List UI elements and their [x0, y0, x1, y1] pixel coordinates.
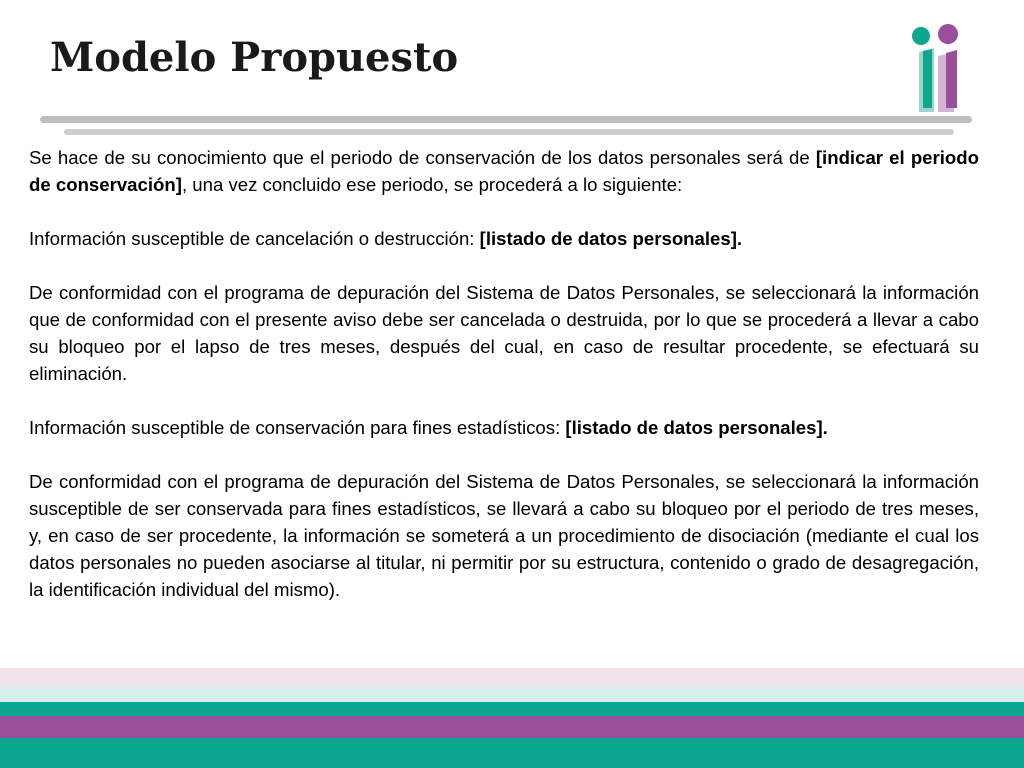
- footer-stripe-light-teal: [0, 686, 1024, 702]
- paragraph-cancellation-info: Información susceptible de cancelación o destrucción: [listado de datos personales].: [29, 228, 743, 249]
- placeholder-personal-data-list: [listado de datos personales].: [565, 417, 828, 438]
- placeholder-conservation-period: [indicar el periodo de conservación]: [29, 147, 979, 195]
- placeholder-personal-data-list: [listado de datos personales].: [479, 228, 743, 249]
- title-divider-bottom: [64, 129, 954, 135]
- slide-body: [29, 144, 979, 630]
- title-divider-top: [40, 116, 972, 123]
- paragraph-conservation-period: Se hace de su conocimiento que el periodo de conservación de los datos personales será de [indicar el periodo de conservación], una vez concluido ese periodo, se procederá a lo siguiente:: [29, 147, 979, 195]
- logo-purple-body: [946, 50, 957, 108]
- footer-stripe-teal-bottom: [0, 738, 1024, 768]
- paragraph-statistical-info: Información susceptible de conservación para fines estadísticos: [listado de datos personales].: [29, 417, 828, 438]
- paragraph-cancellation-procedure: De conformidad con el programa de depuración del Sistema de Datos Personales, se seleccionará la información que de conformidad con el presente aviso debe ser cancelada o destruida, por lo que se procederá a llevar a cabo su bloqueo por el lapso de tres meses, después del cual, en caso de resultar procedente, se efectuará su eliminación.: [29, 282, 979, 384]
- two-figures-logo-icon: [908, 22, 964, 114]
- logo-teal-body: [923, 49, 932, 108]
- paragraph-statistical-procedure: De conformidad con el programa de depuración del Sistema de Datos Personales, se seleccionará la información susceptible de ser conservada para fines estadísticos, se llevará a cabo su bloqueo por el periodo de tres meses, y, en caso de ser procedente, la información se someterá a un procedimiento de disociación (mediante el cual los datos personales no pueden asociarse al titular, ni permitir por su estructura, contenido o grado de desagregación, la identificación individual del mismo).: [29, 471, 979, 600]
- logo-teal-head: [912, 27, 930, 45]
- footer-stripe-teal: [0, 702, 1024, 716]
- footer-stripe-purple: [0, 716, 1024, 738]
- slide-title: Modelo Propuesto: [50, 34, 459, 81]
- footer-stripe-light-pink: [0, 668, 1024, 686]
- logo-purple-head: [938, 24, 958, 44]
